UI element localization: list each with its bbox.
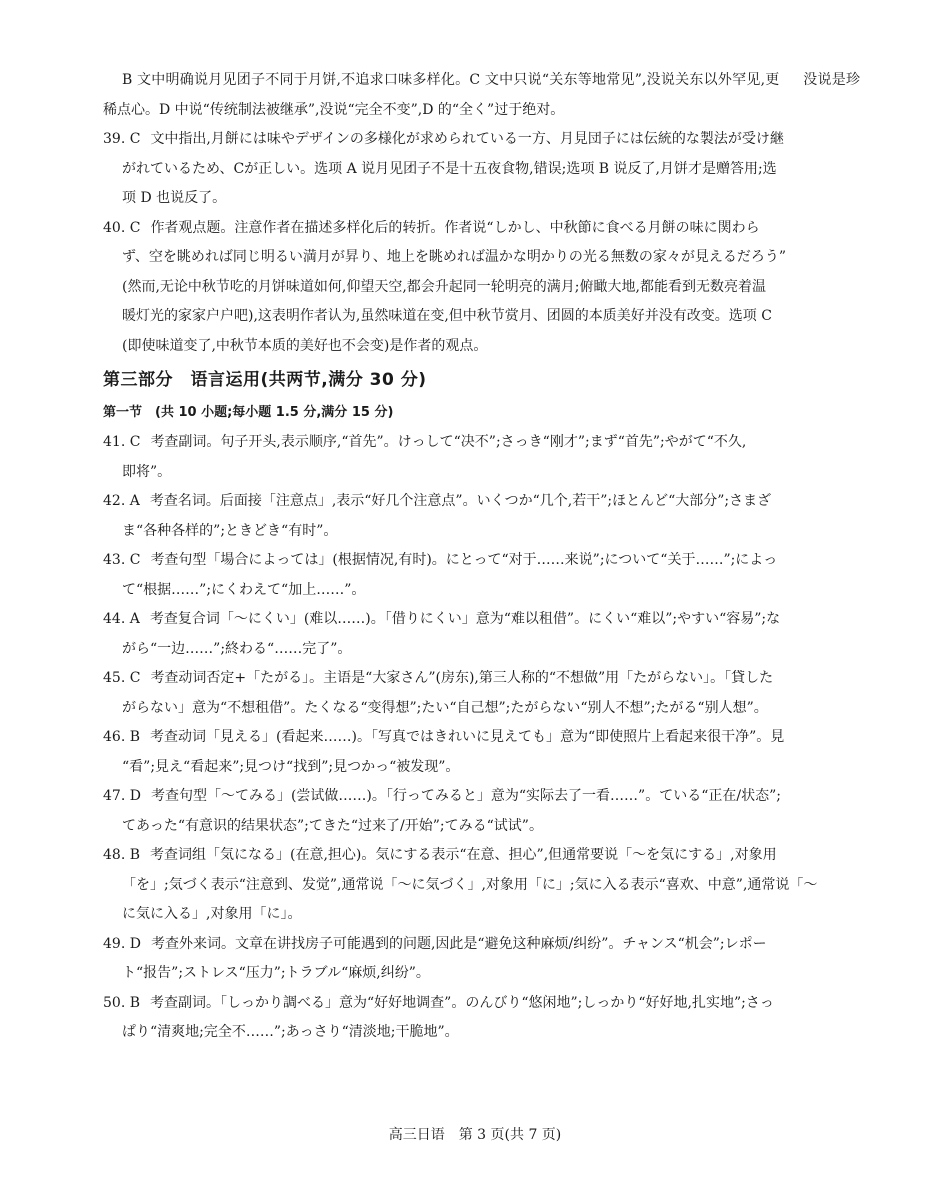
answer-text: がれているため、Cが正しい。选项 A 说月见团子不是十五夜食物,错误;选项 B 说反了,月饼才是赠答用;选 [122, 160, 777, 177]
answer-text: “看”;見え“看起来”;見つけ“找到”;見つかっ“被发现”。 [122, 758, 460, 775]
answer-text: 「を」;気づく表示“注意到、发觉”,通常说「～に気づく」,对象用「に」;気に入る表示“喜欢、中意”,通常说「～ [122, 876, 818, 893]
answer-line [103, 131, 784, 147]
answer-text: (即使味道变了,中秋节本质的美好也不会变)是作者的观点。 [122, 337, 488, 354]
answer-text: 文中指出,月餅には味やデザインの多様化が求められている一方、月見団子には伝統的な製法が受け継 [150, 131, 784, 147]
answer-line [103, 788, 781, 804]
answer-item-44 [103, 605, 860, 664]
answer-text: 暖灯光的家家户户吧),这表明作者认为,虽然味道在变,但中秋节赏月、团圆的本质美好并没有改变。选项 C [122, 308, 772, 324]
answer-item-47 [103, 782, 860, 841]
answer-number: 50. B [103, 994, 141, 1011]
answer-line [103, 220, 760, 236]
page-footer: 高三日语 第 3 页(共 7 页) [388, 1127, 562, 1143]
answer-text: てあった“有意识的结果状态”;てきた“过来了/开始”;てみる“试试”。 [122, 817, 543, 834]
answer-item-42 [103, 487, 860, 546]
answer-number: 49. D [103, 935, 141, 952]
answer-text: がらない」意为“不想租借”。たくなる“变得想”;たい“自己想”;たがらない“别人不想”;たがる“别人想”。 [122, 699, 768, 716]
part-title: 第三部分 语言运用(共两节,满分 30 分) [103, 370, 427, 390]
answer-number: 48. B [103, 847, 141, 863]
answer-text: て“根据……”;にくわえて“加上……”。 [122, 581, 366, 598]
answer-text: (然而,无论中秋节吃的月饼味道如何,仰望天空,都会升起同一轮明亮的满月;俯瞰大地,都能看到无数亮着温 [122, 278, 766, 295]
answer-text: 考查复合词「～にくい」(难以……)。「借りにくい」意为“难以租借”。にくい“难以”;やすい“容易”;な [149, 611, 781, 627]
answer-line [103, 729, 784, 745]
answer-text: 考查副词。「しっかり調べる」意为“好好地调查”。のんびり“悠闲地”;しっかり“好好地,扎实地”;さっ [150, 994, 774, 1011]
answer-item-43 [103, 546, 860, 605]
answer-text: 考查副词。句子开头,表示顺序,“首先”。けっして“决不”;さっき“刚才”;まず“首先”;やがて“不久, [150, 434, 747, 450]
answer-line [103, 493, 771, 509]
answer-text: 考查动词「見える」(看起来……)。「写真ではきれいに見えても」意为“即使照片上看起来很干净”。見 [150, 729, 785, 745]
answer-number: 45. C [103, 670, 141, 686]
answer-line [103, 434, 746, 450]
answer-text: がら“一边……”;終わる“……完了”。 [122, 640, 352, 657]
answer-item-49 [103, 930, 860, 989]
answer-text: 即将”。 [122, 463, 172, 480]
answer-line [103, 936, 767, 952]
answer-text: に気に入る」,对象用「に」。 [122, 906, 302, 922]
answer-line [103, 552, 777, 568]
answer-line [103, 670, 773, 686]
answer-item-48 [103, 841, 860, 930]
answer-text: 考查词组「気になる」(在意,担心)。気にする表示“在意、担心”,但通常要说「～を気にする」,对象用 [150, 847, 777, 863]
answer-item-40 [103, 214, 860, 362]
answer-number: 47. D [103, 788, 141, 804]
answer-text: 考查句型「場合によっては」(根据情况,有时)。にとって“对于……来说”;について“关于……”;によっ [150, 552, 778, 568]
answer-number: 43. C [103, 552, 141, 568]
intro-line-2: 没说是珍稀点心。D 中说“传统制法被继承”,没说“完全不变”,D 的“全く”过于绝对。 [103, 72, 860, 118]
answer-number: 41. C [103, 434, 141, 450]
answer-text: 考查句型「～てみる」(尝试做……)。「行ってみると」意为“实际去了一看……”。ている“正在/状态”; [150, 788, 781, 804]
answer-number: 44. A [103, 611, 140, 627]
answer-item-45 [103, 664, 860, 723]
answer-line [103, 611, 780, 627]
answer-text: ま“各种各样的”;ときどき“有时”。 [122, 522, 338, 539]
answer-item-46 [103, 723, 860, 782]
answer-text: ト“报告”;ストレス“压力”;トラブル“麻烦,纠纷”。 [122, 965, 430, 981]
answer-item-50 [103, 989, 860, 1048]
answer-number: 40. C [103, 219, 141, 236]
section-title: 第一节 (共 10 小题;每小题 1.5 分,满分 15 分) [103, 405, 394, 420]
answer-item-41 [103, 428, 860, 487]
answer-item-39 [103, 125, 860, 214]
answer-number: 39. C [103, 131, 141, 147]
intro-line-1: B 文中明确说月见团子不同于月饼,不追求口味多样化。C 文中只说“关东等地常见”,没说关东以外罕见,更 [122, 72, 780, 88]
answer-text: ず、空を眺めれば同じ明るい満月が昇り、地上を眺めれば温かな明かりの光る無数の家々が見えるだろう” [122, 249, 787, 265]
answer-text: 考查外来词。文章在讲找房子可能遇到的问题,因此是“避免这种麻烦/纠纷”。チャンス“机会”;レポー [150, 935, 767, 952]
answer-text: ぱり“清爽地;完全不……”;あっさり“清淡地;干脆地”。 [122, 1024, 459, 1040]
intro-paragraph [103, 66, 860, 125]
answer-number: 46. B [103, 729, 141, 745]
page-content [103, 66, 860, 1048]
answer-text: 项 D 也说反了。 [122, 190, 227, 206]
answer-line [103, 847, 777, 863]
answer-number: 42. A [103, 493, 140, 509]
answer-text: 考查名词。后面接「注意点」,表示“好几个注意点”。いくつか“几个,若干”;ほとんど“大部分”;さまざ [149, 493, 772, 509]
answer-line [103, 995, 774, 1011]
answer-text: 作者观点题。注意作者在描述多样化后的转折。作者说“しかし、中秋節に食べる月餅の味に関わら [150, 219, 760, 236]
answer-text: 考查动词否定+「たがる」。主语是“大家さん”(房东),第三人称的“不想做”用「たがらない」。「貸した [150, 670, 774, 686]
